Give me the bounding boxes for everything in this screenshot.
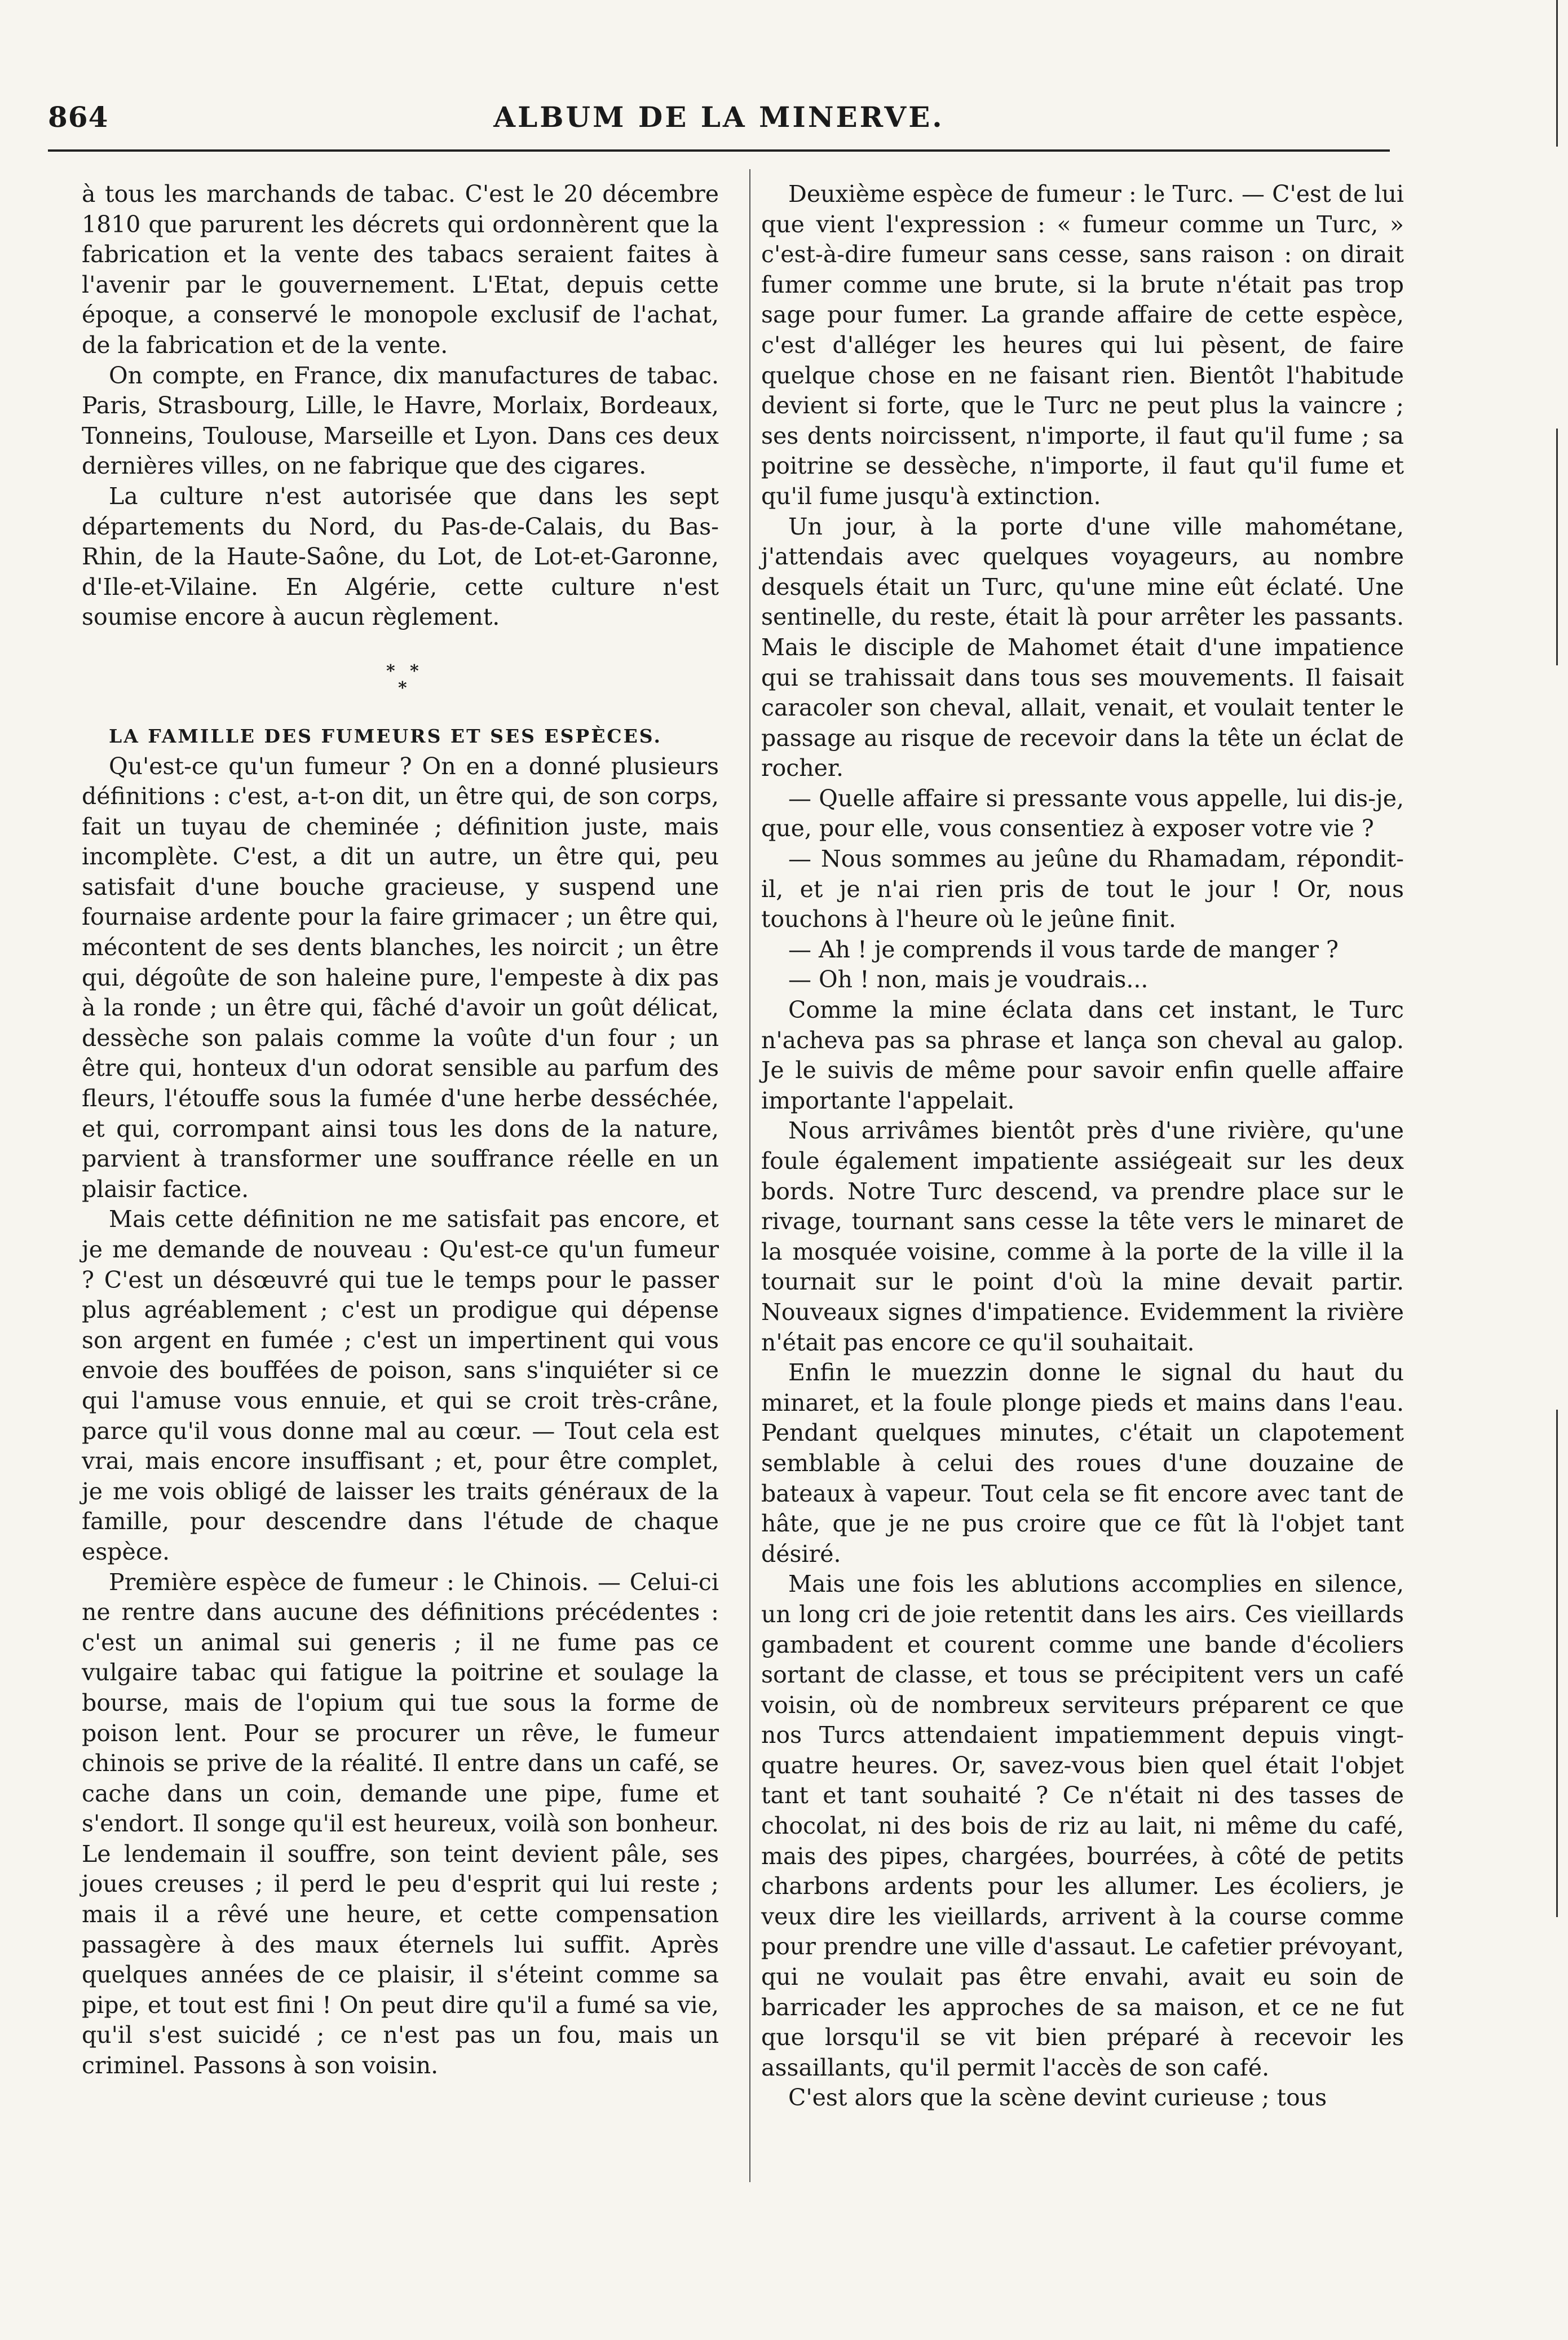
paragraph: Enfin le muezzin donne le signal du haut du minaret, et la foule plonge pieds et mains dans l'eau. Pendant quelques minutes, c'était un clapotement semblable à celui des roues d'une douzaine de bateaux à vapeur. Tout cela se fit encore avec tant de hâte, que je ne pus croire que ce fût là l'objet tant désiré. [761, 1359, 1404, 1568]
separator-star: * [410, 661, 419, 681]
paragraph: — Nous sommes au jeûne du Rhamadam, répondit-il, et je n'ai rien pris de tout le jour ! Or, nous touchons à l'heure où le jeûne finit. [761, 845, 1404, 933]
header-rule [48, 149, 1390, 152]
paragraph: Nous arrivâmes bientôt près d'une rivière, qu'une foule également impatiente assiégeait sur les deux bords. Notre Turc descend, va prendre place sur le rivage, tournant sans cesse la tête vers le minaret de la mosquée voisine, comme à la porte de la ville il la tournait sur le point d'où la mine devait partir. Nouveaux signes d'impatience. Evidemment la rivière n'était pas encore ce qu'il souhaitait. [761, 1117, 1404, 1356]
paragraph: Mais une fois les ablutions accomplies en silence, un long cri de joie retentit dans les airs. Ces vieillards gambadent et courent comme une bande d'écoliers sortant de classe, et tous se précipitent vers un café voisin, où de nombreux serviteurs préparent ce que nos Turcs attendaient impatiemment depuis vingt-quatre heures. Or, savez-vous bien quel était l'objet tant et tant souhaité ? Ce n'était ni des tasses de chocolat, ni des bois de riz au lait, ni même du café, mais des pipes, chargées, bourrées, à côté de petits charbons ardents pour les allumer. Les écoliers, je veux dire les vieillards, arrivent à la course comme pour prendre une ville d'assaut. Le cafetier prévoyant, qui ne voulait pas être envahi, avait eu soin de barricader les approches de sa maison, et ce ne fut que lorsqu'il se vit bien préparé à recevoir les assaillants, qu'il permit l'accès de son café. [761, 1570, 1404, 2081]
paragraph: C'est alors que la scène devint curieuse ; tous [788, 2084, 1327, 2112]
paragraph: — Oh ! non, mais je voudrais... [788, 966, 1149, 994]
paragraph: Première espèce de fumeur : le Chinois. — Celui-ci ne rentre dans aucune des définitions précédentes : c'est un animal sui generis ; il ne fume pas ce vulgaire tabac qui fatigue la poitrine et soulage la bourse, mais de l'opium qui tue sous la forme de poison lent. Pour se procurer un rêve, le fumeur chinois se prive de la réalité. Il entre dans un café, se cache dans un coin, demande une pipe, fume et s'endort. Il songe qu'il est heureux, voilà son bonheur. Le lendemain il souffre, son teint devient pâle, ses joues creuses ; il perd le peu d'esprit qui lui reste ; mais il a rêvé une heure, et cette compensation passagère à des maux éternels lui suffit. Après quelques années de ce plaisir, il s'éteint comme sa pipe, et tout est fini ! On peut dire qu'il a fumé sa vie, qu'il s'est suicidé ; ce n'est pas un fou, mais un criminel. Passons à son voisin. [82, 1568, 719, 2079]
paragraph: La culture n'est autorisée que dans les sept départements du Nord, du Pas-de-Calais, du Bas-Rhin, de la Haute-Saône, du Lot, de Lot-et-Garonne, d'Ile-et-Vilaine. En Algérie, cette culture n'est soumise encore à aucun règlement. [82, 482, 719, 631]
page-number: 864 [48, 100, 109, 134]
paragraph: Mais cette définition ne me satisfait pas encore, et je me demande de nouveau : Qu'est-ce qu'un fumeur ? C'est un désœuvré qui tue le temps pour le passer plus agréablement ; c'est un prodigue qui dépense son argent en fumée ; c'est un impertinent qui vous envoie des bouffées de poison, sans s'inquiéter si ce qui l'amuse vous ennuie, et qui se croit très-crâne, parce qu'il vous donne mal au cœur. — Tout cela est vrai, mais encore insuffisant ; et, pour être complet, je me vois obligé de laisser les traits généraux de la famille, pour descendre dans l'étude de chaque espèce. [82, 1206, 719, 1565]
paragraph: On compte, en France, dix manufactures de tabac. Paris, Strasbourg, Lille, le Havre, Morlaix, Bordeaux, Tonneins, Toulouse, Marseille et Lyon. Dans ces deux dernières villes, on ne fabrique que des cigares. [82, 361, 719, 480]
scan-edge-mark [1556, 1410, 1558, 1917]
column-divider [749, 169, 750, 2182]
paragraph: — Ah ! je comprends il vous tarde de manger ? [788, 935, 1339, 963]
section-heading: LA FAMILLE DES FUMEURS ET SES ESPÈCES. [109, 725, 662, 747]
running-title: ALBUM DE LA MINERVE. [493, 100, 944, 134]
left-column [82, 179, 719, 2081]
separator-star: * [398, 678, 407, 698]
paragraph: Qu'est-ce qu'un fumeur ? On en a donné plusieurs définitions : c'est, a-t-on dit, un être qui, de son corps, fait un tuyau de cheminée ; définition juste, mais incomplète. C'est, a dit un autre, un être qui, peu satisfait d'une bouche gracieuse, y suspend une fournaise ardente pour la faire grimacer ; un être qui, mécontent de ses dents blanches, les noircit ; un être qui, dégoûte de son haleine pure, l'empeste à dix pas à la ronde ; un être qui, fâché d'avoir un goût délicat, dessèche son palais comme la voûte d'un four ; un être qui, honteux d'un odorat sensible au parfum des fleurs, l'étouffe sous la fumée d'une herbe desséchée, et qui, corrompant ainsi tous les dons de la nature, parvient à transformer une souffrance réelle en un plaisir factice. [82, 752, 719, 1203]
paragraph: Deuxième espèce de fumeur : le Turc. — C'est de lui que vient l'expression : « fumeur comme un Turc, » c'est-à-dire fumeur sans cesse, sans raison : on dirait fumer comme une brute, si la brute n'était pas trop sage pour fumer. La grande affaire de cette espèce, c'est d'alléger les heures qui lui pèsent, de faire quelque chose en ne faisant rien. Bientôt l'habitude devient si forte, que le Turc ne peut plus la vaincre ; ses dents noircissent, n'importe, il faut qu'il fume ; sa poitrine se dessèche, n'importe, il faut qu'il fume et qu'il fume jusqu'à extinction. [761, 180, 1404, 510]
paragraph: — Quelle affaire si pressante vous appelle, lui dis-je, que, pour elle, vous consentiez à exposer votre vie ? [761, 784, 1404, 842]
section-separator [82, 656, 719, 721]
paragraph: à tous les marchands de tabac. C'est le 20 décembre 1810 que parurent les décrets qui ordonnèrent que la fabrication et la vente des tabacs seraient faites à l'avenir par le gouvernement. L'Etat, depuis cette époque, a conservé le monopole exclusif de l'achat, de la fabrication et de la vente. [82, 180, 719, 359]
right-column [761, 179, 1404, 2113]
scan-edge-mark [1556, 0, 1558, 147]
scan-edge-mark [1556, 429, 1558, 665]
page-header [48, 96, 1390, 141]
paragraph: Un jour, à la porte d'une ville mahométane, j'attendais avec quelques voyageurs, au nombre desquels était un Turc, qu'une mine eût éclaté. Une sentinelle, du reste, était là pour arrêter les passants. Mais le disciple de Mahomet était d'une impatience qui se trahissait dans tous ses mouvements. Il faisait caracoler son cheval, allait, venait, et voulait tenter le passage au risque de recevoir dans la tête un éclat de rocher. [761, 513, 1404, 782]
separator-star: * [386, 661, 395, 681]
paragraph: Comme la mine éclata dans cet instant, le Turc n'acheva pas sa phrase et lança son cheval au galop. Je le suivis de même pour savoir enfin quelle affaire importante l'appelait. [761, 996, 1404, 1114]
